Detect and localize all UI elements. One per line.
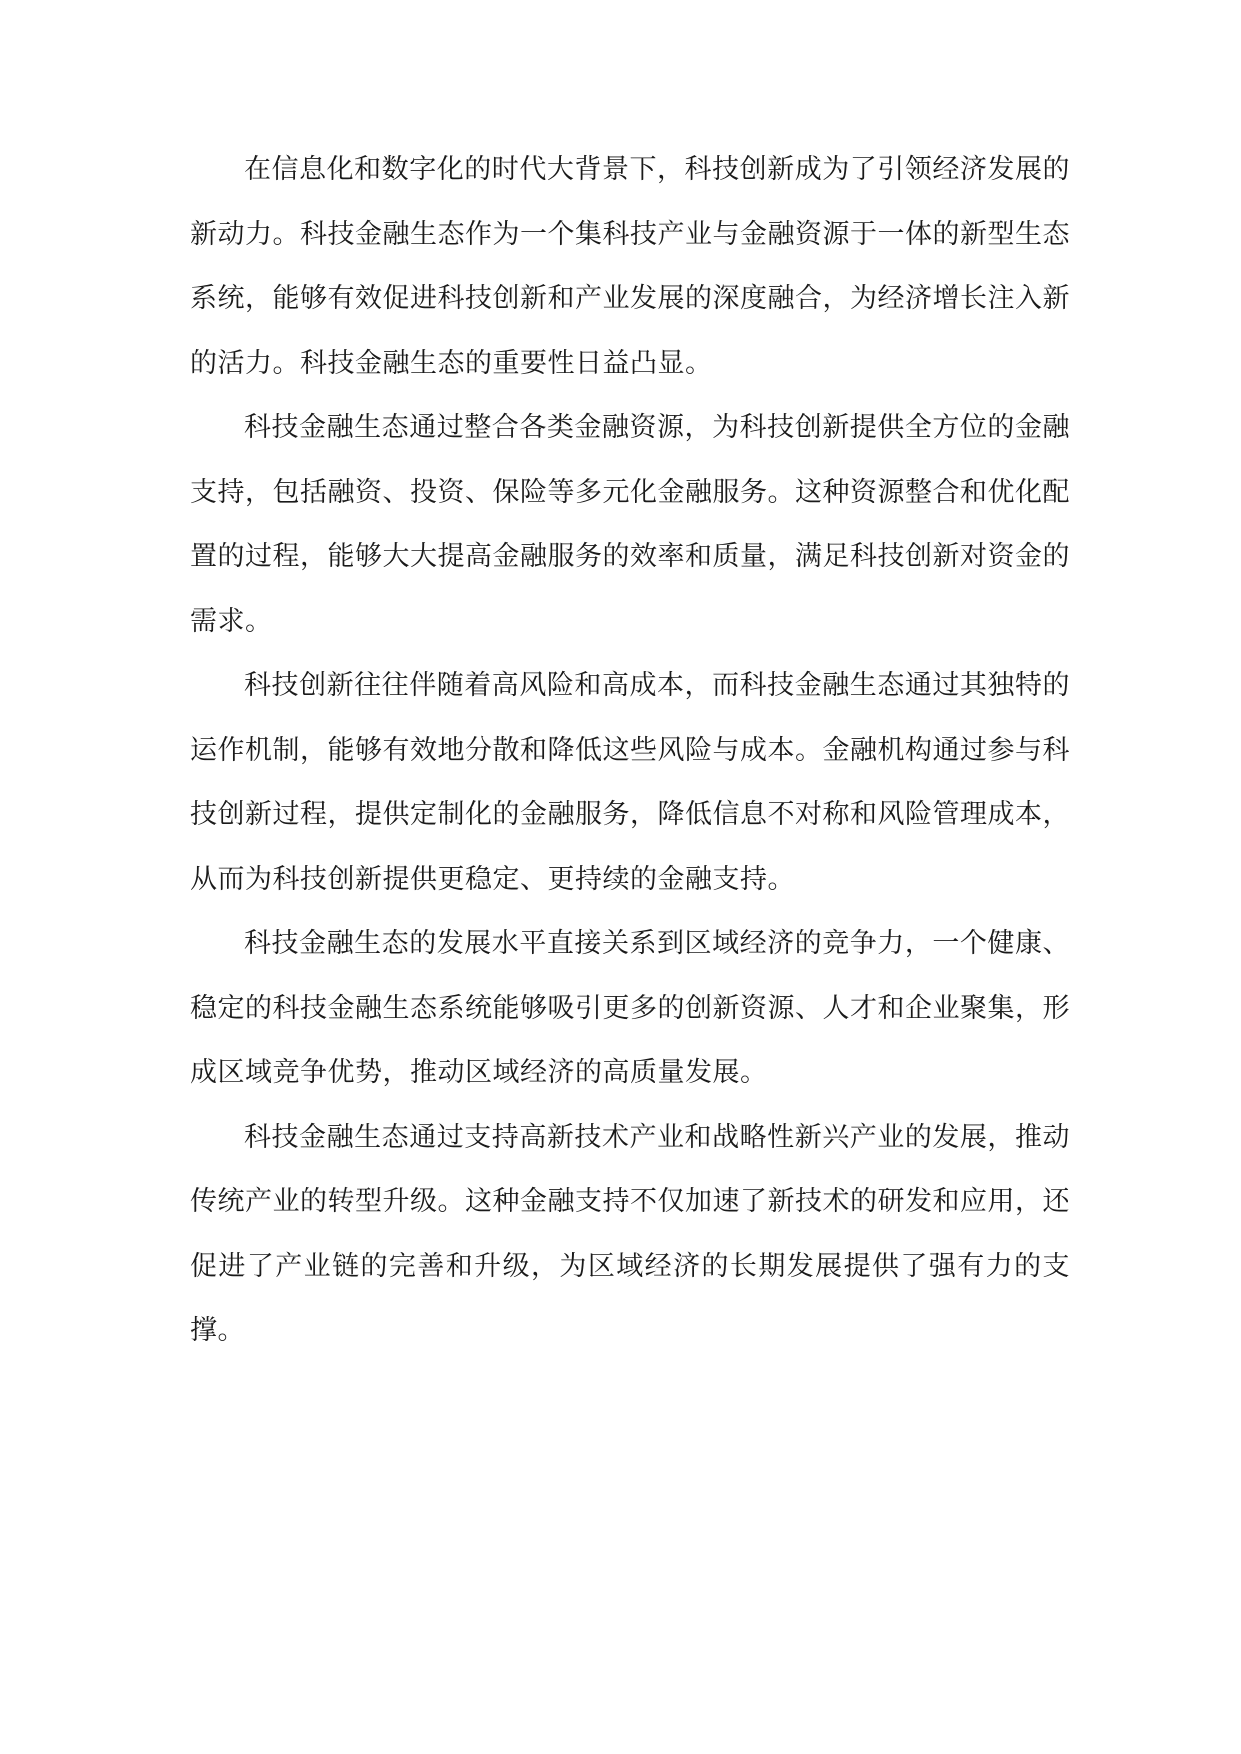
paragraph-2: 科技金融生态通过整合各类金融资源，为科技创新提供全方位的金融支持，包括融资、投资、保险等多元化金融服务。这种资源整合和优化配置的过程，能够大大提高金融服务的效率和质量，满足科技创新对资金的需求。 [190, 412, 1070, 637]
document-body [190, 138, 1070, 1364]
paragraph-3: 科技创新往往伴随着高风险和高成本，而科技金融生态通过其独特的运作机制，能够有效地分散和降低这些风险与成本。金融机构通过参与科技创新过程，提供定制化的金融服务，降低信息不对称和风险管理成本，从而为科技创新提供更稳定、更持续的金融支持。 [190, 670, 1070, 895]
paragraph-1: 在信息化和数字化的时代大背景下，科技创新成为了引领经济发展的新动力。科技金融生态作为一个集科技产业与金融资源于一体的新型生态系统，能够有效促进科技创新和产业发展的深度融合，为经济增长注入新的活力。科技金融生态的重要性日益凸显。 [190, 154, 1070, 379]
paragraph-4: 科技金融生态的发展水平直接关系到区域经济的竞争力，一个健康、稳定的科技金融生态系统能够吸引更多的创新资源、人才和企业聚集，形成区域竞争优势，推动区域经济的高质量发展。 [190, 928, 1070, 1088]
paragraph-5: 科技金融生态通过支持高新技术产业和战略性新兴产业的发展，推动传统产业的转型升级。这种金融支持不仅加速了新技术的研发和应用，还促进了产业链的完善和升级，为区域经济的长期发展提供了强有力的支撑。 [190, 1121, 1070, 1346]
